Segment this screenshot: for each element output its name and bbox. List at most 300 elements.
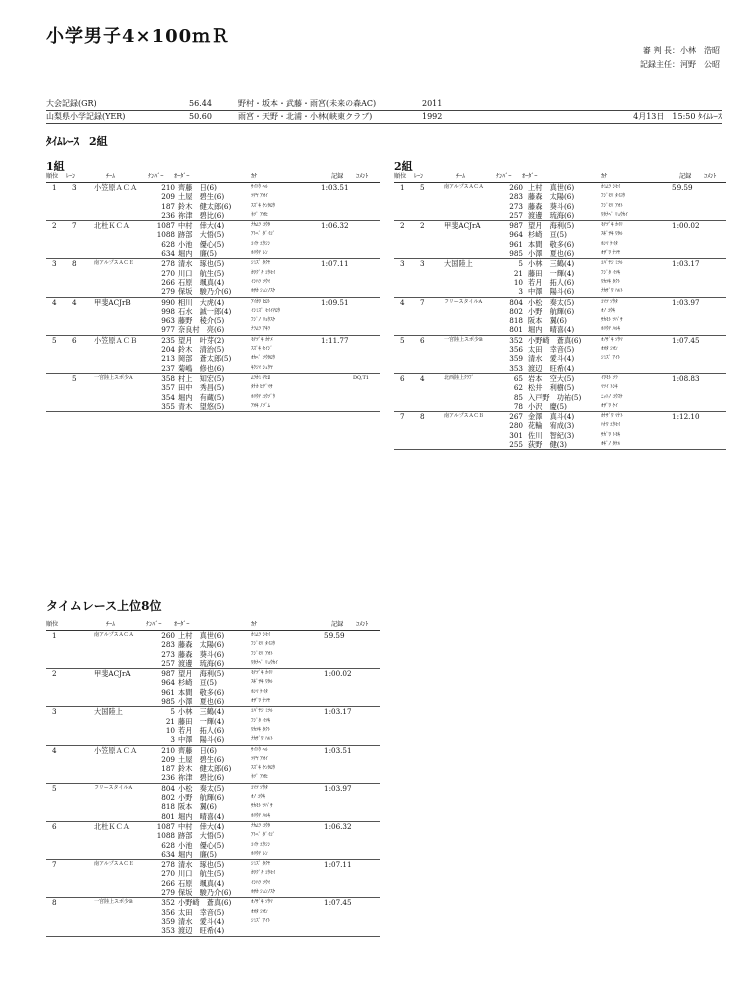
team-cell: 北西陸上ｸﾗﾌﾞ bbox=[444, 374, 475, 381]
athlete-name: 若月 拓人(6) bbox=[528, 277, 575, 287]
athlete-kana: ｲｼﾊﾗ ｿｳﾏ bbox=[251, 278, 271, 285]
team-row bbox=[46, 707, 380, 716]
bib-number: 10 bbox=[165, 725, 175, 735]
team-row bbox=[46, 784, 380, 793]
athlete-name: 小野崎 蒼真(6) bbox=[178, 898, 232, 908]
team-block bbox=[46, 297, 380, 335]
bib-number: 628 bbox=[161, 239, 175, 249]
bib-number: 353 bbox=[509, 363, 523, 373]
bib-number: 358 bbox=[161, 373, 175, 383]
bib-number: 354 bbox=[161, 392, 175, 402]
team-block bbox=[394, 335, 726, 373]
header-comment: ｺﾒﾝﾄ bbox=[704, 173, 717, 180]
page-title: 小学男子4×100ｍＲ bbox=[46, 26, 231, 47]
member-row bbox=[46, 240, 380, 249]
bib-number: 3 bbox=[518, 287, 523, 297]
lane-cell: 7 bbox=[420, 297, 425, 307]
lane-cell: 7 bbox=[72, 221, 77, 231]
team-block bbox=[46, 745, 380, 783]
bib-number: 1087 bbox=[156, 221, 175, 231]
record-cell: 1:03.97 bbox=[324, 783, 352, 793]
bib-number: 301 bbox=[509, 430, 523, 440]
athlete-kana: ｲｼﾐｽﾞ ｾｲｲﾁﾛｳ bbox=[251, 307, 281, 314]
lane-cell: 3 bbox=[72, 183, 77, 192]
athlete-kana: ﾓﾁﾂﾞｷ ｶｲﾘ bbox=[601, 222, 623, 229]
athlete-kana: ﾓﾁﾂﾞｷ ｶｲﾘ bbox=[251, 670, 273, 677]
member-row bbox=[394, 269, 726, 278]
athlete-name: 小澤 夏也(6) bbox=[528, 249, 575, 259]
member-row bbox=[394, 402, 726, 411]
athlete-name: 岩本 空大(5) bbox=[528, 373, 575, 383]
record-value: 50.60 bbox=[189, 112, 212, 121]
athlete-kana: ﾌｼﾞﾀ ｲﾂｷ bbox=[251, 717, 271, 724]
header-order: ｵｰﾀﾞｰ bbox=[174, 173, 190, 180]
heat1-label: 1組 bbox=[46, 160, 65, 173]
member-row bbox=[46, 717, 380, 726]
team-row bbox=[46, 298, 380, 307]
record-value: 56.44 bbox=[189, 99, 212, 108]
member-row bbox=[46, 402, 380, 411]
member-row bbox=[46, 697, 380, 706]
lane-cell: 3 bbox=[420, 259, 425, 269]
final-ranking-table bbox=[46, 620, 380, 937]
athlete-kana: ｽｽﾞｷ ｾｲｼﾞ bbox=[251, 346, 273, 353]
athlete-name: 堀内 晴喜(4) bbox=[178, 811, 225, 821]
bib-number: 3 bbox=[170, 735, 175, 745]
rank-cell: 7 bbox=[52, 860, 57, 870]
athlete-kana: ｲﾜﾓﾄ ｿﾗ bbox=[601, 374, 618, 381]
lane-cell: 8 bbox=[72, 259, 77, 269]
member-row bbox=[394, 240, 726, 249]
athlete-name: 荻野 健(3) bbox=[528, 440, 567, 450]
record-holders: 野村・坂本・武藤・雨宮(未来の森AC) bbox=[238, 99, 377, 108]
bib-number: 801 bbox=[161, 811, 175, 821]
team-cell: 一宮陸上スポ少B bbox=[94, 899, 133, 906]
bib-number: 270 bbox=[161, 268, 175, 278]
member-row bbox=[46, 802, 380, 811]
bib-number: 209 bbox=[161, 192, 175, 202]
bib-number: 236 bbox=[161, 773, 175, 783]
team-cell: 一宮陸上スポ少A bbox=[94, 374, 133, 381]
rank-cell: 1 bbox=[52, 631, 57, 640]
lane-cell: 8 bbox=[420, 412, 425, 422]
rank-cell: 2 bbox=[400, 221, 405, 231]
rank-cell: 5 bbox=[52, 335, 57, 345]
athlete-kana: ﾜｶﾂｷ ﾀｸﾄ bbox=[601, 278, 621, 285]
athlete-kana: ｺﾏﾂ ｿｳﾀ bbox=[601, 298, 618, 305]
recorder: 記録主任：河野 公昭 bbox=[640, 60, 720, 69]
athlete-name: 川口 航生(5) bbox=[178, 869, 225, 879]
bib-number: 963 bbox=[161, 316, 175, 326]
member-row bbox=[46, 640, 380, 649]
member-row bbox=[46, 678, 380, 687]
rank-cell: 3 bbox=[52, 259, 57, 269]
athlete-name: 石原 颯真(4) bbox=[178, 277, 225, 287]
member-row bbox=[394, 230, 726, 239]
bib-number: 280 bbox=[509, 421, 523, 431]
athlete-kana: ｽｽﾞｷ ｹﾝﾀﾛｳ bbox=[251, 202, 276, 209]
record-cell: 1:03.17 bbox=[672, 259, 700, 269]
athlete-name: 藤森 太陽(6) bbox=[528, 192, 575, 202]
team-row bbox=[46, 259, 380, 268]
athlete-name: 田中 秀昌(5) bbox=[178, 383, 225, 393]
athlete-kana: ｶﾜｸﾞﾁ ｺｳｾｲ bbox=[251, 269, 276, 276]
athlete-name: 土屋 碧生(6) bbox=[178, 192, 225, 202]
athlete-kana: ｶﾜｸﾞﾁ ｺｳｾｲ bbox=[251, 870, 276, 877]
member-row bbox=[46, 917, 380, 926]
race-subheading bbox=[46, 133, 108, 149]
team-row bbox=[46, 631, 380, 640]
athlete-name: 小沢 慶(5) bbox=[528, 401, 567, 411]
athlete-name: 堀内 晴喜(4) bbox=[528, 325, 575, 335]
header-lane: ﾚｰﾝ bbox=[414, 173, 424, 180]
athlete-name: 藤野 稜介(5) bbox=[178, 316, 225, 326]
bib-number: 985 bbox=[509, 249, 523, 259]
header-kana: ｶﾅ bbox=[601, 173, 608, 180]
header-team: ﾁｰﾑ bbox=[456, 173, 466, 180]
athlete-kana: ﾓﾁﾂﾞｷ ｶﾅﾒ bbox=[251, 336, 273, 343]
race-datetime: 4月13日 15:50 ﾀｲﾑﾚｰｽ bbox=[633, 112, 722, 121]
record-cell: 1:07.11 bbox=[324, 860, 352, 870]
athlete-kana: ｵｵﾀ ｼｵﾝ bbox=[601, 346, 618, 353]
header-number: ﾅﾝﾊﾞｰ bbox=[148, 173, 164, 180]
record-cell: 1:06.32 bbox=[324, 821, 352, 831]
team-row bbox=[46, 183, 380, 192]
athlete-name: 望月 叶芽(2) bbox=[178, 335, 225, 345]
member-row bbox=[46, 211, 380, 220]
member-row bbox=[46, 249, 380, 258]
team-block bbox=[394, 297, 726, 335]
table-header bbox=[394, 172, 726, 183]
member-row bbox=[46, 202, 380, 211]
bib-number: 10 bbox=[513, 277, 523, 287]
bib-number: 273 bbox=[509, 201, 523, 211]
athlete-kana: ﾅﾗﾑﾗ ｱｷﾗ bbox=[251, 326, 271, 333]
team-cell: 小笠原ＡＣＡ bbox=[94, 745, 138, 755]
athlete-name: 藤田 一輝(4) bbox=[528, 268, 575, 278]
bib-number: 213 bbox=[161, 354, 175, 364]
athlete-kana: ﾂﾁﾔ ｱｵｲ bbox=[251, 193, 268, 200]
member-row bbox=[46, 726, 380, 735]
rank-cell: 2 bbox=[52, 669, 57, 679]
athlete-kana: ﾏﾂｲ ﾄｼｷ bbox=[601, 384, 618, 391]
athlete-name: 杉崎 亘(5) bbox=[528, 230, 567, 240]
athlete-name: 小澤 夏也(6) bbox=[178, 697, 225, 707]
bib-number: 1088 bbox=[156, 230, 175, 240]
bib-number: 283 bbox=[161, 640, 175, 650]
athlete-name: 堀内 有蔵(5) bbox=[178, 392, 225, 402]
team-block bbox=[394, 183, 726, 220]
team-block bbox=[46, 783, 380, 821]
athlete-name: 本間 敬多(6) bbox=[528, 239, 575, 249]
athlete-kana: ﾌｼﾞﾓﾘ ﾀｲﾖｳ bbox=[251, 641, 276, 648]
athlete-name: 奈良村 亮(6) bbox=[178, 325, 225, 335]
athlete-kana: ﾜｶﾂｷ ﾀｸﾄ bbox=[251, 726, 271, 733]
athlete-kana: ﾎﾝﾏ ｹｲﾀ bbox=[601, 240, 618, 247]
team-cell: 北杜ＫＣＡ bbox=[94, 821, 130, 831]
athlete-kana: ﾜﾀﾅﾍﾞ ﾘｭｳｶｲ bbox=[601, 211, 628, 218]
header-comment: ｺﾒﾝﾄ bbox=[356, 173, 369, 180]
record-cell: 1:08.83 bbox=[672, 373, 700, 383]
member-row bbox=[46, 354, 380, 363]
heat1-table bbox=[46, 172, 380, 412]
rank-cell: 1 bbox=[52, 183, 57, 192]
bib-number: 355 bbox=[161, 401, 175, 411]
athlete-name: 入戸野 功祐(5) bbox=[528, 392, 582, 402]
athlete-kana: ﾌｼﾞﾓﾘ ｱｵﾄ bbox=[601, 202, 623, 209]
athlete-kana: ｺﾊﾞﾔｼ ﾐﾂﾙ bbox=[601, 260, 623, 267]
athlete-name: 祢津 碧比(6) bbox=[178, 210, 225, 220]
header-team: ﾁｰﾑ bbox=[106, 621, 116, 628]
member-row bbox=[394, 307, 726, 316]
officials bbox=[640, 44, 720, 72]
athlete-kana: ﾎﾘｳﾁ ﾚﾝ bbox=[251, 850, 268, 857]
team-row bbox=[394, 221, 726, 230]
team-cell: 一宮陸上スポ少B bbox=[444, 336, 483, 343]
lane-cell: 4 bbox=[72, 297, 77, 307]
member-row bbox=[46, 841, 380, 850]
athlete-name: 小林 三鶴(4) bbox=[178, 707, 225, 717]
record-cell: 1:06.32 bbox=[321, 221, 349, 231]
table-header bbox=[46, 620, 380, 631]
athlete-name: 齊藤 日(6) bbox=[178, 183, 217, 192]
athlete-kana: ｽｷﾞｻｷ ﾜﾀﾙ bbox=[601, 231, 623, 238]
athlete-kana: ｲｼﾊﾗ ｿｳﾏ bbox=[251, 879, 271, 886]
bib-number: 359 bbox=[161, 916, 175, 926]
athlete-name: 藤森 葵斗(6) bbox=[528, 201, 575, 211]
athlete-name: 藤田 一輝(4) bbox=[178, 716, 225, 726]
member-row bbox=[46, 869, 380, 878]
athlete-kana: ﾌｼﾞﾓﾘ ﾀｲﾖｳ bbox=[601, 193, 626, 200]
record-year: 1992 bbox=[422, 112, 443, 121]
member-row bbox=[394, 345, 726, 354]
record-cell: 1:03.51 bbox=[321, 183, 349, 192]
team-row bbox=[46, 336, 380, 345]
bib-number: 273 bbox=[161, 649, 175, 659]
bib-number: 964 bbox=[509, 230, 523, 240]
bib-number: 998 bbox=[161, 306, 175, 316]
team-block bbox=[46, 220, 380, 258]
member-row bbox=[394, 364, 726, 373]
records-block bbox=[46, 98, 722, 124]
race-round: 2組 bbox=[89, 135, 108, 148]
member-row bbox=[46, 850, 380, 859]
athlete-name: 阪本 翼(6) bbox=[528, 316, 567, 326]
athlete-kana: ｵｷﾞﾉ ﾀｹﾙ bbox=[601, 441, 621, 448]
member-row bbox=[46, 316, 380, 325]
heat2-table bbox=[394, 172, 726, 450]
bib-number: 278 bbox=[161, 259, 175, 269]
athlete-name: 佐川 智紀(3) bbox=[528, 430, 575, 440]
bib-number: 964 bbox=[161, 678, 175, 688]
athlete-kana: ｵｶﾍﾞ ｿｳﾀﾛｳ bbox=[251, 355, 276, 362]
team-cell: 小笠原ＡＣＢ bbox=[94, 335, 138, 345]
bib-number: 353 bbox=[161, 926, 175, 936]
member-row bbox=[46, 650, 380, 659]
bib-number: 977 bbox=[161, 325, 175, 335]
athlete-name: 小松 奏太(5) bbox=[178, 783, 225, 793]
bib-number: 356 bbox=[509, 345, 523, 355]
member-row bbox=[394, 393, 726, 402]
team-row bbox=[394, 298, 726, 307]
athlete-kana: ﾌｼﾞﾉ ﾘｮｳｽｹ bbox=[251, 317, 276, 324]
lane-cell: 6 bbox=[420, 335, 425, 345]
member-row bbox=[46, 325, 380, 334]
athlete-kana: ｱﾄﾍﾞ ﾀﾞｲｺﾞ bbox=[251, 832, 276, 839]
bib-number: 628 bbox=[161, 840, 175, 850]
bib-number: 279 bbox=[161, 287, 175, 297]
athlete-kana: ｵｻﾞﾜ ｹｲ bbox=[601, 402, 618, 409]
athlete-kana: ﾀﾅｶ ﾋﾃﾞﾏｻ bbox=[251, 384, 273, 391]
athlete-kana: ﾎｻｶ ｼｭﾝﾉｽｹ bbox=[251, 288, 276, 295]
bib-number: 270 bbox=[161, 869, 175, 879]
bib-number: 21 bbox=[513, 268, 523, 278]
athlete-name: 望月 海利(5) bbox=[528, 221, 575, 231]
bib-number: 802 bbox=[161, 793, 175, 803]
team-block bbox=[46, 897, 380, 936]
athlete-name: 清水 琢也(5) bbox=[178, 860, 225, 870]
team-block bbox=[46, 821, 380, 859]
header-number: ﾅﾝﾊﾞｰ bbox=[146, 621, 162, 628]
athlete-kana: ﾅｶｻﾞﾜ ﾊﾙﾄ bbox=[251, 736, 273, 743]
athlete-name: 小野 航輝(6) bbox=[528, 306, 575, 316]
team-cell: 南アルプスＡＣＥ bbox=[94, 260, 134, 267]
lane-cell: 6 bbox=[72, 335, 77, 345]
member-row bbox=[46, 192, 380, 201]
team-row bbox=[394, 412, 726, 421]
athlete-kana: ﾅｶﾑﾗ ｺｳﾀ bbox=[251, 822, 271, 829]
member-row bbox=[394, 211, 726, 220]
bib-number: 204 bbox=[161, 345, 175, 355]
member-row bbox=[394, 383, 726, 392]
bib-number: 1087 bbox=[156, 821, 175, 831]
athlete-name: 川口 航生(5) bbox=[178, 268, 225, 278]
bib-number: 634 bbox=[161, 849, 175, 859]
athlete-name: 清水 愛斗(4) bbox=[528, 354, 575, 364]
lane-cell: 5 bbox=[420, 183, 425, 192]
athlete-name: 小林 三鶴(4) bbox=[528, 259, 575, 269]
bib-number: 5 bbox=[518, 259, 523, 269]
athlete-name: 杉崎 亘(5) bbox=[178, 678, 217, 688]
athlete-name: 跡部 大悟(5) bbox=[178, 831, 225, 841]
heat2-label: 2組 bbox=[394, 160, 413, 173]
rank-cell: 4 bbox=[52, 297, 57, 307]
athlete-name: 村上 知宏(5) bbox=[178, 373, 225, 383]
member-row bbox=[394, 192, 726, 201]
athlete-name: 石水 誠一郎(4) bbox=[178, 306, 232, 316]
team-row bbox=[46, 898, 380, 907]
member-row bbox=[46, 345, 380, 354]
member-row bbox=[46, 688, 380, 697]
athlete-name: 渡辺 旺希(4) bbox=[528, 363, 575, 373]
athlete-name: 清水 愛斗(4) bbox=[178, 916, 225, 926]
record-cell: 1:12.10 bbox=[672, 412, 700, 422]
header-comment: ｺﾒﾝﾄ bbox=[356, 621, 369, 628]
athlete-name: 青木 望悠(5) bbox=[178, 401, 225, 411]
athlete-name: 相川 大虎(4) bbox=[178, 297, 225, 307]
athlete-kana: ｱｲｶﾜ ﾋﾛﾄ bbox=[251, 298, 271, 305]
team-row bbox=[46, 860, 380, 869]
bib-number: 62 bbox=[513, 383, 523, 393]
athlete-name: 中澤 陽斗(6) bbox=[178, 735, 225, 745]
bib-number: 260 bbox=[509, 183, 523, 192]
athlete-name: 中澤 陽斗(6) bbox=[528, 287, 575, 297]
record-cell: 1:07.11 bbox=[321, 259, 349, 269]
header-rank: 順位 bbox=[46, 621, 59, 628]
athlete-kana: ﾌｼﾞﾓﾘ ｱｵﾄ bbox=[251, 650, 273, 657]
team-row bbox=[46, 669, 380, 678]
bib-number: 266 bbox=[161, 878, 175, 888]
athlete-kana: ﾂﾁﾔ ｱｵｲ bbox=[251, 755, 268, 762]
athlete-kana: ｽｽﾞｷ ｹﾝﾀﾛｳ bbox=[251, 765, 276, 772]
bib-number: 85 bbox=[513, 392, 523, 402]
team-row bbox=[394, 374, 726, 383]
athlete-name: 若月 拓人(6) bbox=[178, 725, 225, 735]
team-block bbox=[46, 668, 380, 706]
bib-number: 237 bbox=[161, 363, 175, 373]
athlete-name: 花輪 宥成(3) bbox=[528, 421, 575, 431]
athlete-name: 金澤 真斗(4) bbox=[528, 412, 575, 422]
team-cell: 甲斐ACJrB bbox=[94, 297, 131, 307]
header-rank: 順位 bbox=[46, 173, 59, 180]
bib-number: 257 bbox=[509, 210, 523, 220]
bib-number: 352 bbox=[509, 335, 523, 345]
team-cell: 南アルプスＡＣＥ bbox=[94, 861, 134, 868]
athlete-kana: ﾎｻｶ ｼｭﾝﾉｽｹ bbox=[251, 889, 276, 896]
table-header bbox=[46, 172, 380, 183]
team-block bbox=[394, 373, 726, 411]
athlete-kana: ｻｲﾄｳ ﾍﾙ bbox=[251, 746, 268, 753]
rank-cell: 3 bbox=[400, 259, 405, 269]
team-cell: 甲斐ACJrA bbox=[444, 221, 481, 231]
header-record: 記録 bbox=[331, 621, 344, 628]
record-cell: 1:07.45 bbox=[324, 898, 352, 908]
athlete-name: 跡部 大悟(5) bbox=[178, 230, 225, 240]
record-name: 大会記録(GR) bbox=[46, 99, 97, 108]
athlete-kana: ｼﾐｽﾞ ｱｲﾄ bbox=[601, 355, 621, 362]
athlete-name: 菊嶋 修也(6) bbox=[178, 363, 225, 373]
rank-cell: 5 bbox=[52, 783, 57, 793]
member-row bbox=[46, 793, 380, 802]
athlete-kana: ｱﾄﾍﾞ ﾀﾞｲｺﾞ bbox=[251, 231, 276, 238]
member-row bbox=[46, 393, 380, 402]
member-row bbox=[394, 421, 726, 430]
rank-cell: 7 bbox=[400, 412, 405, 422]
bib-number: 283 bbox=[509, 192, 523, 202]
athlete-name: 本間 敬多(6) bbox=[178, 687, 225, 697]
header-order: ｵｰﾀﾞｰ bbox=[174, 621, 190, 628]
team-cell: 大国陸上 bbox=[444, 259, 473, 269]
member-row bbox=[394, 440, 726, 449]
athlete-name: 小野崎 蒼真(6) bbox=[528, 335, 582, 345]
athlete-name: 堀内 廉(5) bbox=[178, 249, 217, 259]
bib-number: 359 bbox=[509, 354, 523, 364]
record-cell: 59.59 bbox=[324, 631, 345, 640]
athlete-kana: ｼﾐｽﾞ ﾀｸﾔ bbox=[251, 260, 271, 267]
rank-cell: 8 bbox=[52, 898, 57, 908]
athlete-kana: ｻｲﾄｳ ﾍﾙ bbox=[251, 184, 268, 190]
bib-number: 352 bbox=[161, 898, 175, 908]
header-team: ﾁｰﾑ bbox=[106, 173, 116, 180]
member-row bbox=[46, 659, 380, 668]
rank-cell: 5 bbox=[400, 335, 405, 345]
team-block bbox=[46, 706, 380, 744]
member-row bbox=[46, 812, 380, 821]
member-row bbox=[46, 307, 380, 316]
athlete-kana: ﾈﾂﾞ ｱｵﾋ bbox=[251, 774, 268, 781]
member-row bbox=[46, 755, 380, 764]
record-cell: 1:03.97 bbox=[672, 297, 700, 307]
